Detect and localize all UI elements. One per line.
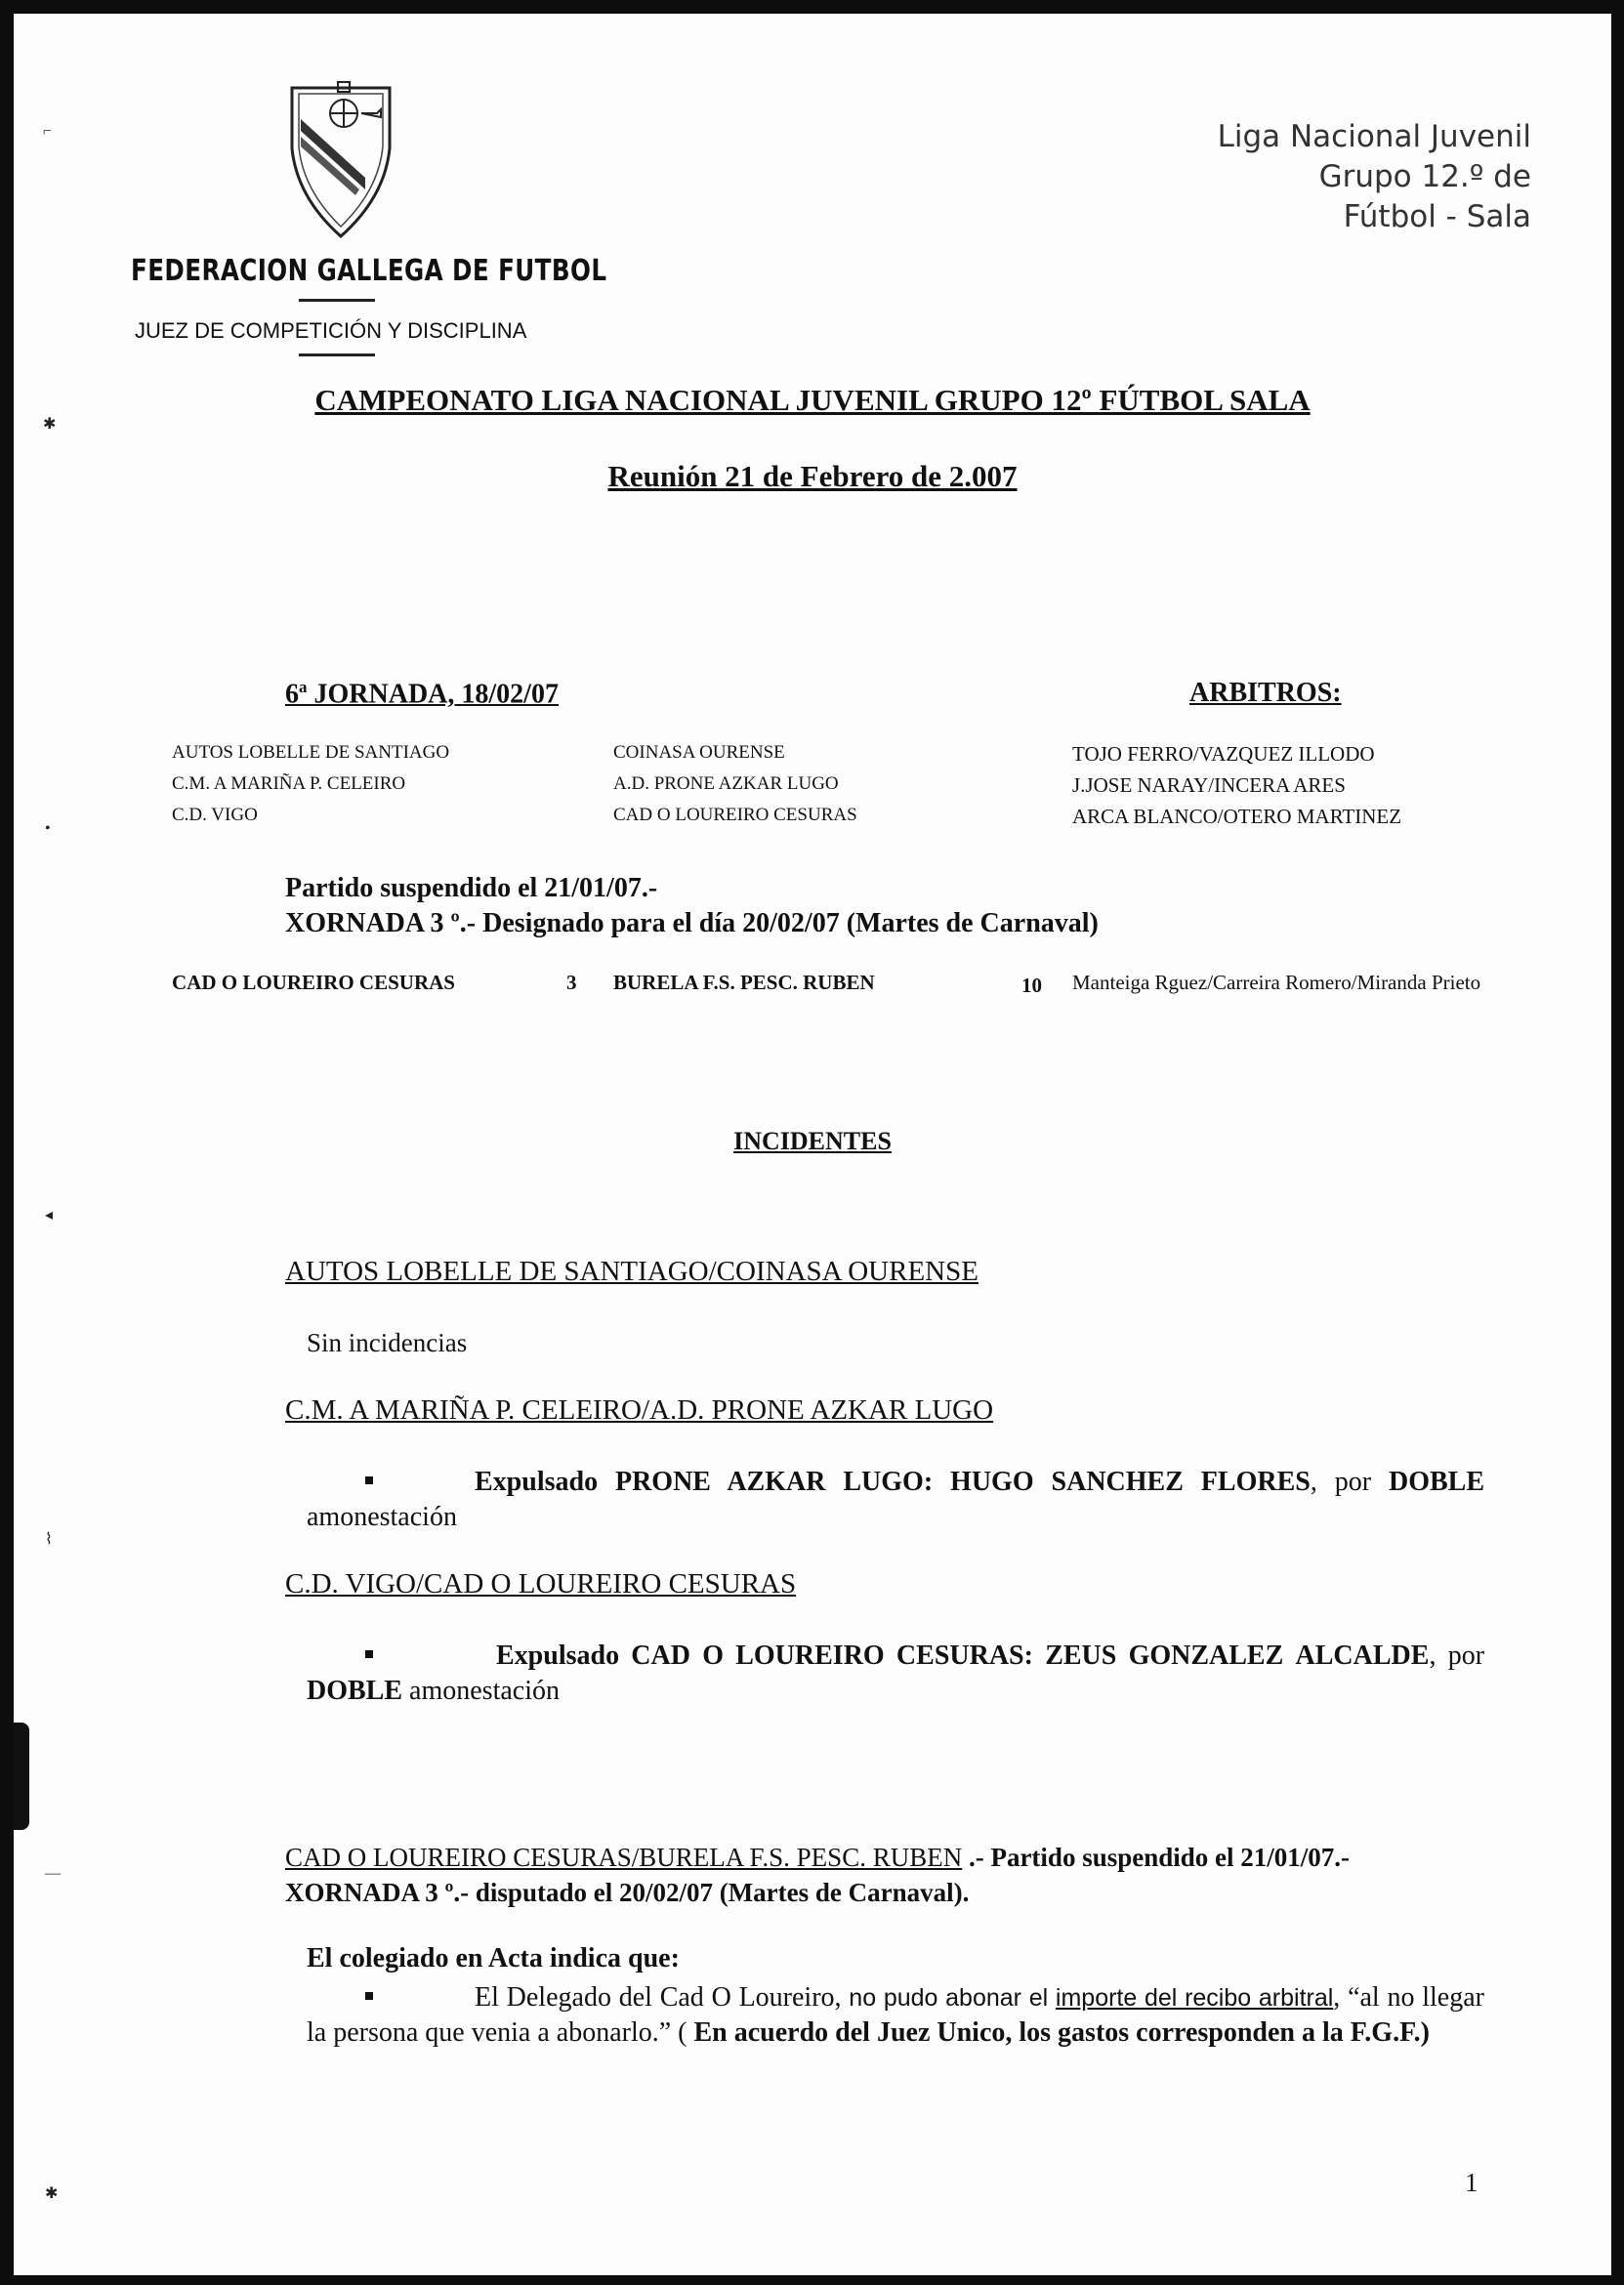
- result-home-score: 3: [566, 971, 577, 994]
- round-ordinal: a: [299, 678, 308, 696]
- incident-text: , por: [1310, 1467, 1372, 1497]
- committee-name: JUEZ DE COMPETICIÓN Y DISCIPLINA: [135, 318, 527, 343]
- incident-paragraph: [307, 1980, 1484, 2051]
- incident-text: amonestación: [307, 1502, 457, 1532]
- scan-mark: •: [45, 820, 51, 837]
- league-line: Fútbol - Sala: [1343, 199, 1531, 234]
- league-name: [1218, 117, 1531, 237]
- referee-report-intro: El colegiado en Acta indica que:: [307, 1943, 680, 1973]
- incident-text: no pudo abonar el: [849, 1984, 1056, 2012]
- federation-crest-logo: [287, 80, 395, 241]
- incident-bold-text: .- Partido suspendido el 21/01/07.-: [962, 1843, 1351, 1872]
- incident-bold-text: Expulsado PRONE AZKAR LUGO: HUGO SANCHEZ FLORES: [475, 1467, 1311, 1497]
- incident-text: , por: [1429, 1641, 1485, 1671]
- match-away-team: CAD O LOUREIRO CESURAS: [613, 805, 857, 825]
- incident-text: amonestación: [402, 1676, 560, 1706]
- incident-paragraph: [307, 1639, 1484, 1709]
- scan-mark: ⌇: [45, 1531, 53, 1548]
- incident-section-title: CAD O LOUREIRO CESURAS/BURELA F.S. PESC. RUBEN: [285, 1843, 963, 1872]
- result-away-team: BURELA F.S. PESC. RUBEN: [613, 971, 875, 994]
- round-number: 6: [285, 679, 299, 710]
- divider: [299, 299, 375, 302]
- incident-section-title: AUTOS LOBELLE DE SANTIAGO/COINASA OURENSE: [285, 1256, 979, 1287]
- incident-text: El Delegado del Cad O Loureiro,: [475, 1982, 850, 2013]
- match-away-team: A.D. PRONE AZKAR LUGO: [613, 773, 839, 794]
- incident-bold-text: ALCALDE: [1295, 1641, 1430, 1671]
- incident-section-title: C.D. VIGO/CAD O LOUREIRO CESURAS: [285, 1568, 797, 1600]
- scan-mark: ⌐: [43, 123, 53, 140]
- referees-heading: ARBITROS:: [1189, 678, 1342, 708]
- league-line: Grupo 12.º de: [1318, 159, 1531, 194]
- federation-name: FEDERACION GALLEGA DE FUTBOL: [131, 254, 607, 288]
- incident-paragraph: [307, 1465, 1484, 1535]
- incident-section-title: C.M. A MARIÑA P. CELEIRO/A.D. PRONE AZKAR LUGO: [285, 1394, 994, 1426]
- bullet-icon: [365, 1650, 373, 1658]
- match-away-team: COINASA OURENSE: [613, 742, 785, 763]
- match-referees: ARCA BLANCO/OTERO MARTINEZ: [1072, 805, 1402, 828]
- match-referees: TOJO FERRO/VAZQUEZ ILLODO: [1072, 742, 1375, 766]
- scan-mark: ―: [45, 1865, 61, 1882]
- incidents-heading: INCIDENTES: [733, 1127, 892, 1155]
- scan-mark: ✱: [43, 416, 57, 433]
- incident-bold-text: DOBLE: [307, 1676, 403, 1706]
- document-title: CAMPEONATO LIGA NACIONAL JUVENIL GRUPO 12º FÚTBOL SALA: [314, 383, 1311, 417]
- match-home-team: C.M. A MARIÑA P. CELEIRO: [172, 773, 406, 794]
- scan-mark: ◂: [45, 1207, 54, 1224]
- incident-bold-text: DOBLE: [1388, 1467, 1485, 1497]
- incident-underlined-text: importe del recibo arbitral: [1055, 1984, 1334, 2012]
- bullet-icon: [365, 1992, 373, 2000]
- scan-mark: ✱: [45, 2185, 59, 2202]
- result-home-team: CAD O LOUREIRO CESURAS: [172, 971, 455, 994]
- incident-text: Sin incidencias: [307, 1328, 468, 1357]
- incident-text: , “al no llegar la persona que venia a abonarlo.” (: [307, 1982, 1484, 2048]
- round-text: JORNADA, 18/02/07: [307, 679, 559, 710]
- page-number: 1: [1465, 2168, 1478, 2197]
- suspended-line: XORNADA 3 º.- Designado para el día 20/02/07 (Martes de Carnaval): [285, 908, 1099, 938]
- suspended-match-note: [285, 871, 1099, 941]
- bullet-icon: [365, 1476, 373, 1484]
- scan-mark: [14, 1723, 29, 1830]
- round-heading: [285, 678, 559, 710]
- incident-bold-text: En acuerdo del Juez Unico, los gastos corresponden a la F.G.F.): [693, 2017, 1430, 2048]
- match-home-team: C.D. VIGO: [172, 805, 258, 825]
- match-referees: J.JOSE NARAY/INCERA ARES: [1072, 773, 1346, 797]
- divider: [299, 353, 375, 356]
- match-home-team: AUTOS LOBELLE DE SANTIAGO: [172, 742, 450, 763]
- incident-bold-text: XORNADA 3 º.- disputado el 20/02/07 (Martes de Carnaval).: [285, 1878, 970, 1907]
- result-away-score: 10: [1021, 974, 1042, 997]
- document-page: [14, 14, 1611, 2275]
- incident-bold-text: Expulsado CAD O LOUREIRO CESURAS: ZEUS GONZALEZ: [496, 1641, 1284, 1671]
- suspended-line: Partido suspendido el 21/01/07.-: [285, 873, 658, 903]
- incident-section-heading: [285, 1840, 1350, 1910]
- result-referees: Manteiga Rguez/Carreira Romero/Miranda Prieto: [1072, 971, 1481, 994]
- league-line: Liga Nacional Juvenil: [1217, 119, 1531, 154]
- meeting-date: Reunión 21 de Febrero de 2.007: [607, 459, 1018, 493]
